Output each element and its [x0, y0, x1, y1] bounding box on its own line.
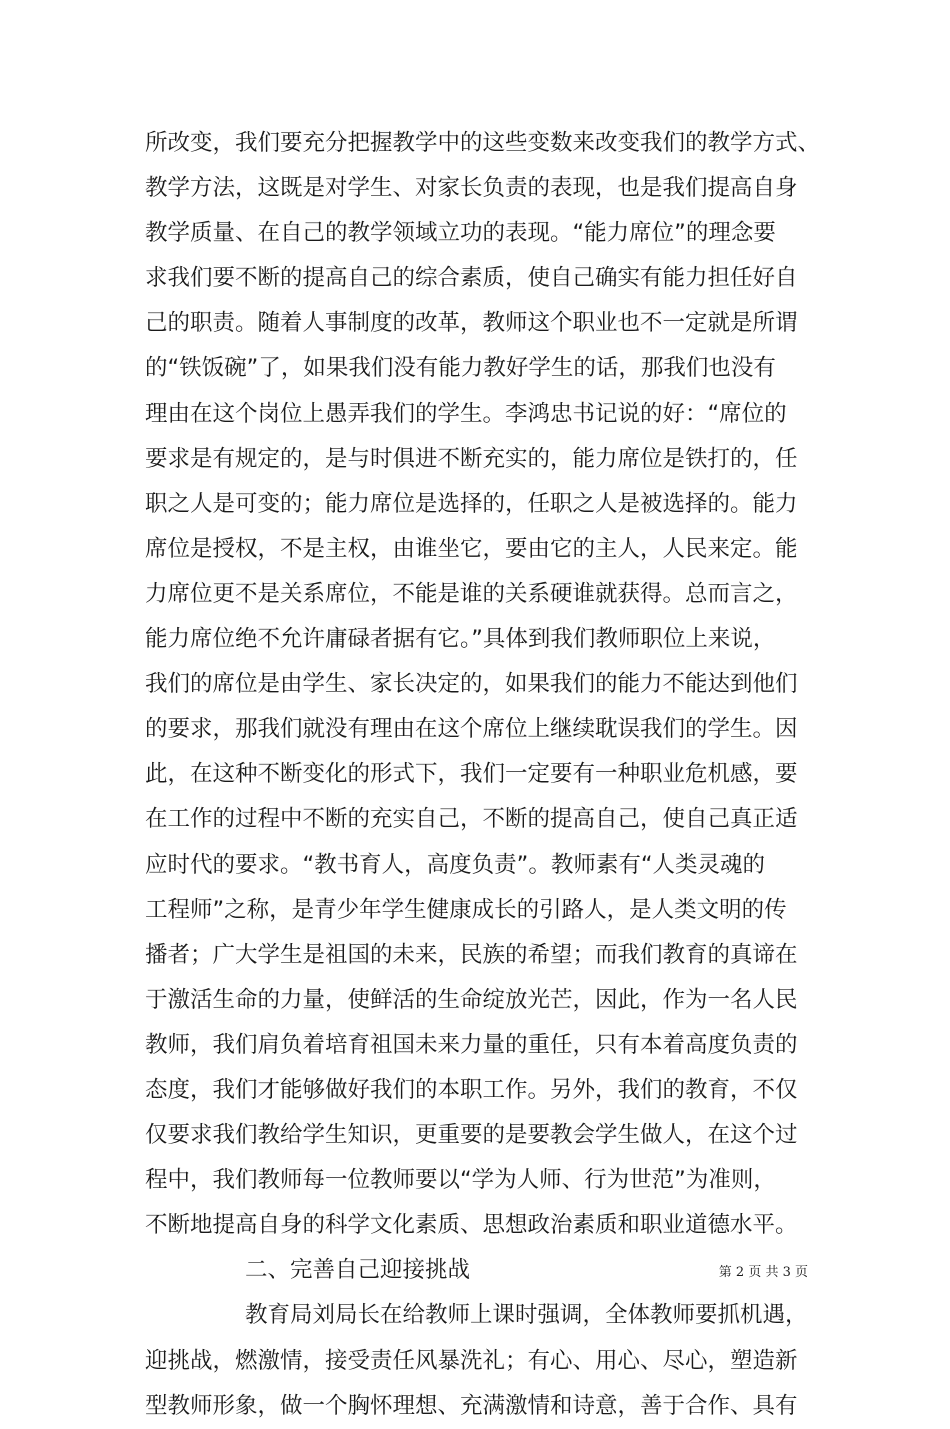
body-line: 在工作的过程中不断的充实自己，不断的提高自己，使自己真正适: [145, 806, 798, 833]
body-line: 席位是授权，不是主权，由谁坐它，要由它的主人，人民来定。能: [145, 535, 798, 562]
body-line: 教学方法，这既是对学生、对家长负责的表现，也是我们提高自身: [145, 175, 798, 202]
body-line: 应时代的要求。“教书育人，高度负责”。教师素有“人类灵魂的: [145, 851, 765, 878]
body-line: 己的职责。随着人事制度的改革，教师这个职业也不一定就是所谓: [145, 310, 798, 337]
section-line: 迎挑战，燃激情，接受责任风暴洗礼；有心、用心、尽心，塑造新: [145, 1347, 798, 1374]
body-line: 态度，我们才能够做好我们的本职工作。另外，我们的教育，不仅: [145, 1076, 798, 1103]
body-line: 职之人是可变的；能力席位是选择的，任职之人是被选择的。能力: [145, 490, 798, 517]
body-line: 程中，我们教师每一位教师要以“学为人师、行为世范”为准则，: [145, 1167, 776, 1194]
body-line: 不断地提高自身的科学文化素质、思想政治素质和职业道德水平。: [145, 1212, 798, 1239]
section-line: 型教师形象，做一个胸怀理想、充满激情和诗意，善于合作、具有: [145, 1392, 798, 1419]
body-line: 理由在这个岗位上愚弄我们的学生。李鸿忠书记说的好：“席位的: [145, 400, 787, 427]
body-line: 的要求，那我们就没有理由在这个席位上继续耽误我们的学生。因: [145, 716, 798, 743]
body-line: 我们的席位是由学生、家长决定的，如果我们的能力不能达到他们: [145, 671, 798, 698]
body-line: 能力席位绝不允许庸碌者据有它。”具体到我们教师职位上来说，: [145, 626, 776, 653]
section-heading: 二、完善自己迎接挑战: [245, 1257, 471, 1284]
body-line: 仅要求我们教给学生知识，更重要的是要教会学生做人，在这个过: [145, 1122, 798, 1149]
body-line: 教师，我们肩负着培育祖国未来力量的重任，只有本着高度负责的: [145, 1031, 798, 1058]
page-number: 第 2 页 共 3 页: [718, 1265, 808, 1280]
body-line: 此，在这种不断变化的形式下，我们一定要有一种职业危机感，要: [145, 761, 798, 788]
body-line: 所改变，我们要充分把握教学中的这些变数来改变我们的教学方式、: [145, 130, 821, 156]
body-line: 要求是有规定的，是与时俱进不断充实的，能力席位是铁打的，任: [145, 445, 798, 472]
section-line: 教育局刘局长在给教师上课时强调，全体教师要抓机遇，: [245, 1302, 808, 1329]
body-line: 教学质量、在自己的教学领域立功的表现。“能力席位”的理念要: [145, 220, 776, 247]
body-line: 的“铁饭碗”了，如果我们没有能力教好学生的话，那我们也没有: [145, 355, 776, 382]
body-line: 工程师”之称，是青少年学生健康成长的引路人，是人类文明的传: [145, 896, 787, 923]
body-line: 于激活生命的力量，使鲜活的生命绽放光芒，因此，作为一名人民: [145, 986, 798, 1013]
document-body: [145, 121, 821, 1429]
body-line: 播者；广大学生是祖国的未来，民族的希望；而我们教育的真谛在: [145, 941, 798, 968]
body-line: 力席位更不是关系席位，不能是谁的关系硬谁就获得。总而言之，: [145, 580, 798, 607]
body-line: 求我们要不断的提高自己的综合素质，使自己确实有能力担任好自: [145, 265, 798, 292]
